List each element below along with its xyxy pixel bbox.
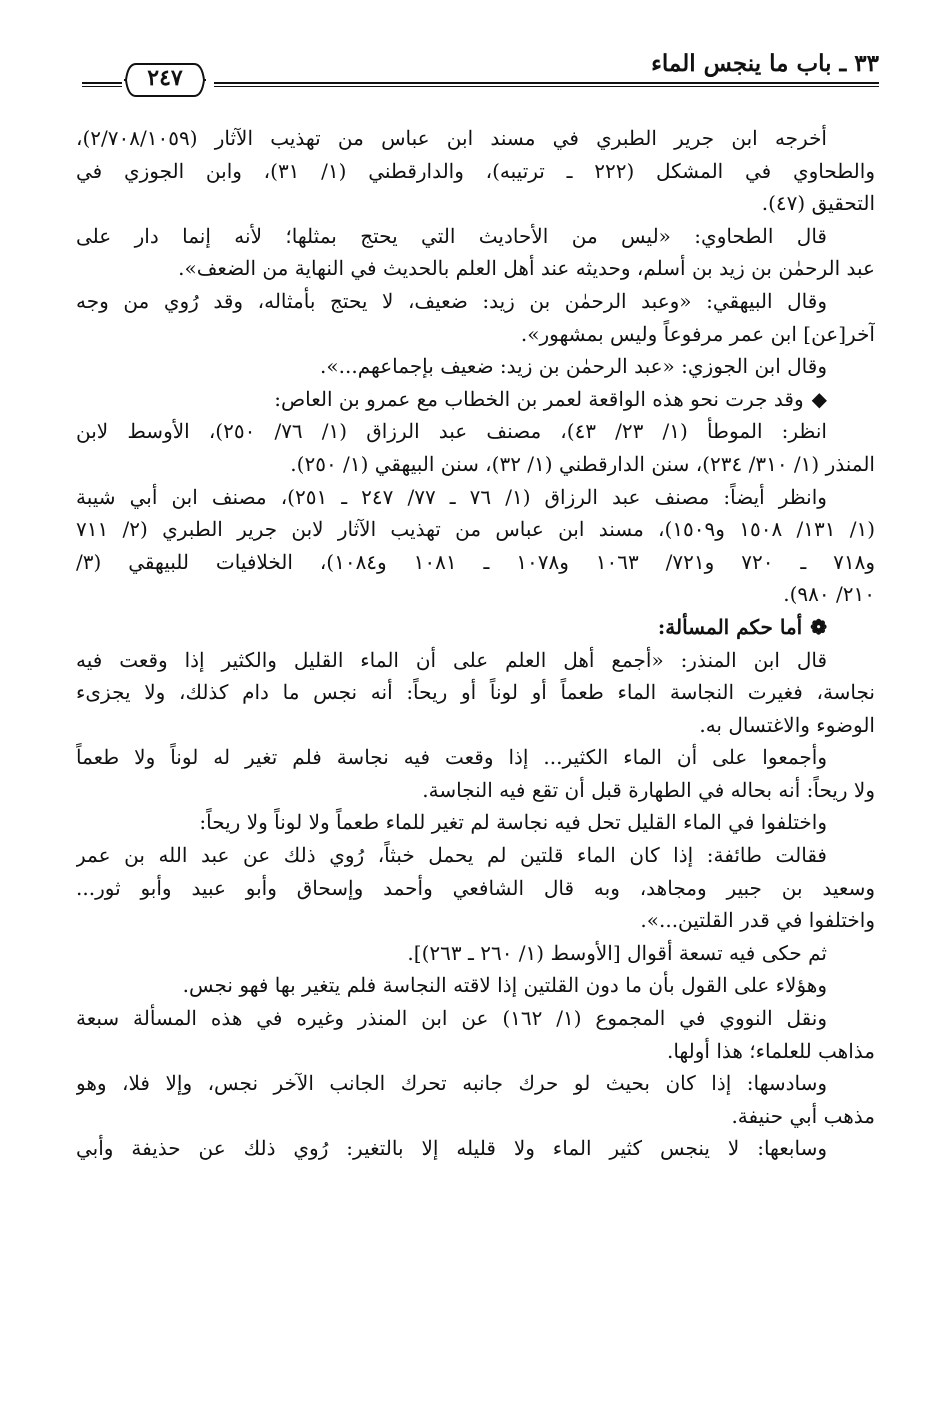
text-line-content: الوضوء والاغتسال به. bbox=[699, 712, 875, 737]
text-line bbox=[76, 318, 875, 351]
text-line-content: وقد جرت نحو هذه الواقعة لعمر بن الخطاب مع عمرو بن العاص: bbox=[274, 386, 804, 411]
text-line-content: واختلفوا في قدر القلتين...». bbox=[640, 908, 875, 933]
text-line-content: مذهب أبي حنيفة. bbox=[731, 1103, 875, 1128]
text-line bbox=[76, 872, 875, 905]
text-line bbox=[76, 578, 875, 611]
bullet-icon: ❁ bbox=[810, 614, 827, 639]
header-rule-right bbox=[214, 82, 879, 87]
text-line-content: أخرجه ابن جرير الطبري في مسند ابن عباس من تهذيب الآثار (٢/٧٠٨/١٠٥٩)، bbox=[76, 126, 827, 150]
text-line-content: وانظر أيضاً: مصنف عبد الرزاق (١/ ٧٦ ـ ٧٧/ ٢٤٧ ـ ٢٥١)، مصنف ابن أبي شيبة bbox=[76, 484, 827, 509]
text-line bbox=[76, 448, 875, 481]
text-line-content: والطحاوي في المشكل (٢٢٢ ـ ترتيبه)، والدارقطني (١/ ٣١)، وابن الجوزي في bbox=[76, 158, 875, 183]
page-number-frame bbox=[124, 60, 206, 100]
text-line bbox=[76, 644, 875, 677]
text-line bbox=[76, 513, 875, 546]
text-line bbox=[76, 415, 875, 448]
text-line bbox=[76, 481, 875, 514]
text-line bbox=[76, 839, 875, 872]
text-line-content: قال ابن المنذر: «أجمع أهل العلم على أن الماء القليل والكثير إذا وقعت فيه bbox=[76, 647, 827, 672]
text-line-content: قال الطحاوي: «ليس من الأحاديث التي يحتج بمثلها؛ لأنه إنما دار على bbox=[76, 223, 827, 248]
text-line-content: وقال البيهقي: «وعبد الرحمٰن بن زيد: ضعيف، لا يحتج بأمثاله، وقد رُوي من وجه bbox=[76, 288, 827, 313]
text-line-content: و٧١٨ ـ ٧٢٠ و٧٢١/ ١٠٦٣ و١٠٧٨ ـ ١٠٨١ و١٠٨٤)، الخلافيات للبيهقي (٣/ bbox=[76, 549, 875, 574]
text-line bbox=[76, 122, 875, 155]
text-line-content: ولا ريحاً: أنه بحاله في الطهارة قبل أن تقع فيه النجاسة. bbox=[422, 777, 875, 802]
text-line bbox=[76, 546, 875, 579]
text-line-content: وسادسها: إذا كان بحيث لو حرك جانبه تحرك الجانب الآخر نجس، وإلا فلا، وهو bbox=[76, 1071, 827, 1096]
text-line bbox=[76, 285, 875, 318]
text-line bbox=[76, 1002, 875, 1035]
chapter-title: ٣٣ ـ باب ما ينجس الماء bbox=[651, 50, 879, 77]
text-line-content: وسعيد بن جبير ومجاهد، وبه قال الشافعي وأحمد وإسحاق وأبو عبيد وأبو ثور... bbox=[76, 875, 875, 900]
text-line bbox=[76, 383, 875, 416]
header-rule-left bbox=[82, 82, 122, 87]
text-line-content: (١/ ١٣١/ ١٥٠٨ و١٥٠٩)، مسند ابن عباس من تهذيب الآثار لابن جرير الطبري (٢/ ٧١١ bbox=[76, 517, 875, 542]
text-line bbox=[76, 187, 875, 220]
text-line-content: آخر[عن] ابن عمر مرفوعاً وليس بمشهور». bbox=[520, 321, 875, 346]
text-line-content: وأجمعوا على أن الماء الكثير... إذا وقعت فيه نجاسة فلم تغير له لوناً ولا طعماً bbox=[76, 745, 827, 770]
text-line-content: أما حكم المسألة: bbox=[657, 614, 803, 639]
text-line bbox=[76, 741, 875, 774]
text-line-content: ٢١٠/ ٩٨٠). bbox=[783, 582, 875, 607]
text-line-content: ونقل النووي في المجموع (١/ ١٦٢) عن ابن المنذر وغيره في هذه المسألة سبعة bbox=[76, 1006, 827, 1031]
text-line-content: المنذر (١/ ٣١٠/ ٢٣٤)، سنن الدارقطني (١/ ٣٢)، سنن البيهقي (١/ ٢٥٠). bbox=[290, 451, 875, 476]
text-line bbox=[76, 904, 875, 937]
text-line-content: التحقيق (٤٧). bbox=[761, 191, 875, 216]
text-line bbox=[76, 1067, 875, 1100]
text-line bbox=[76, 969, 875, 1002]
page-number: ٢٤٧ bbox=[147, 65, 183, 91]
text-line bbox=[76, 774, 875, 807]
text-line bbox=[76, 220, 875, 253]
text-line-content: فقالت طائفة: إذا كان الماء قلتين لم يحمل خبثاً، رُوي ذلك عن عبد الله بن عمر bbox=[76, 843, 827, 868]
text-line-content: مذاهب للعلماء؛ هذا أولها. bbox=[666, 1038, 875, 1063]
text-line-content: نجاسة، فغيرت النجاسة الماء طعماً أو لوناً أو ريحاً: أنه نجس ما دام كذلك، ولا يجزىء bbox=[76, 680, 875, 705]
text-line-content: وسابعها: لا ينجس كثير الماء ولا قليله إلا بالتغير: رُوي ذلك عن حذيفة وأبي bbox=[76, 1136, 827, 1161]
text-line bbox=[76, 1132, 875, 1165]
text-line-content: واختلفوا في الماء القليل تحل فيه نجاسة لم تغير للماء طعماً ولا لوناً ولا ريحاً: bbox=[199, 810, 827, 835]
bullet-icon: ◆ bbox=[811, 386, 827, 411]
text-line-content: عبد الرحمٰن بن زيد بن أسلم، وحديثه عند أهل العلم بالحديث في النهاية من الضعف». bbox=[178, 256, 875, 281]
text-line bbox=[76, 1035, 875, 1068]
text-line-content: وهؤلاء على القول بأن ما دون القلتين إذا لاقته النجاسة فلم يتغير بها فهو نجس. bbox=[182, 973, 827, 998]
text-line-content: انظر: الموطأ (١/ ٢٣/ ٤٣)، مصنف عبد الرزاق (١/ ٧٦/ ٢٥٠)، الأوسط لابن bbox=[76, 419, 827, 444]
text-line bbox=[76, 806, 875, 839]
page-body bbox=[76, 122, 875, 1165]
running-header bbox=[62, 48, 879, 108]
text-line bbox=[76, 611, 875, 644]
text-line bbox=[76, 1100, 875, 1133]
text-line bbox=[76, 937, 875, 970]
text-line bbox=[76, 709, 875, 742]
text-line bbox=[76, 155, 875, 188]
text-line bbox=[76, 350, 875, 383]
text-line-content: وقال ابن الجوزي: «عبد الرحمٰن بن زيد: ضعيف بإجماعهم...». bbox=[320, 354, 827, 379]
text-line bbox=[76, 676, 875, 709]
text-line-content: ثم حكى فيه تسعة أقوال [الأوسط (١/ ٢٦٠ ـ ٢٦٣)]. bbox=[407, 940, 827, 965]
text-line bbox=[76, 252, 875, 285]
